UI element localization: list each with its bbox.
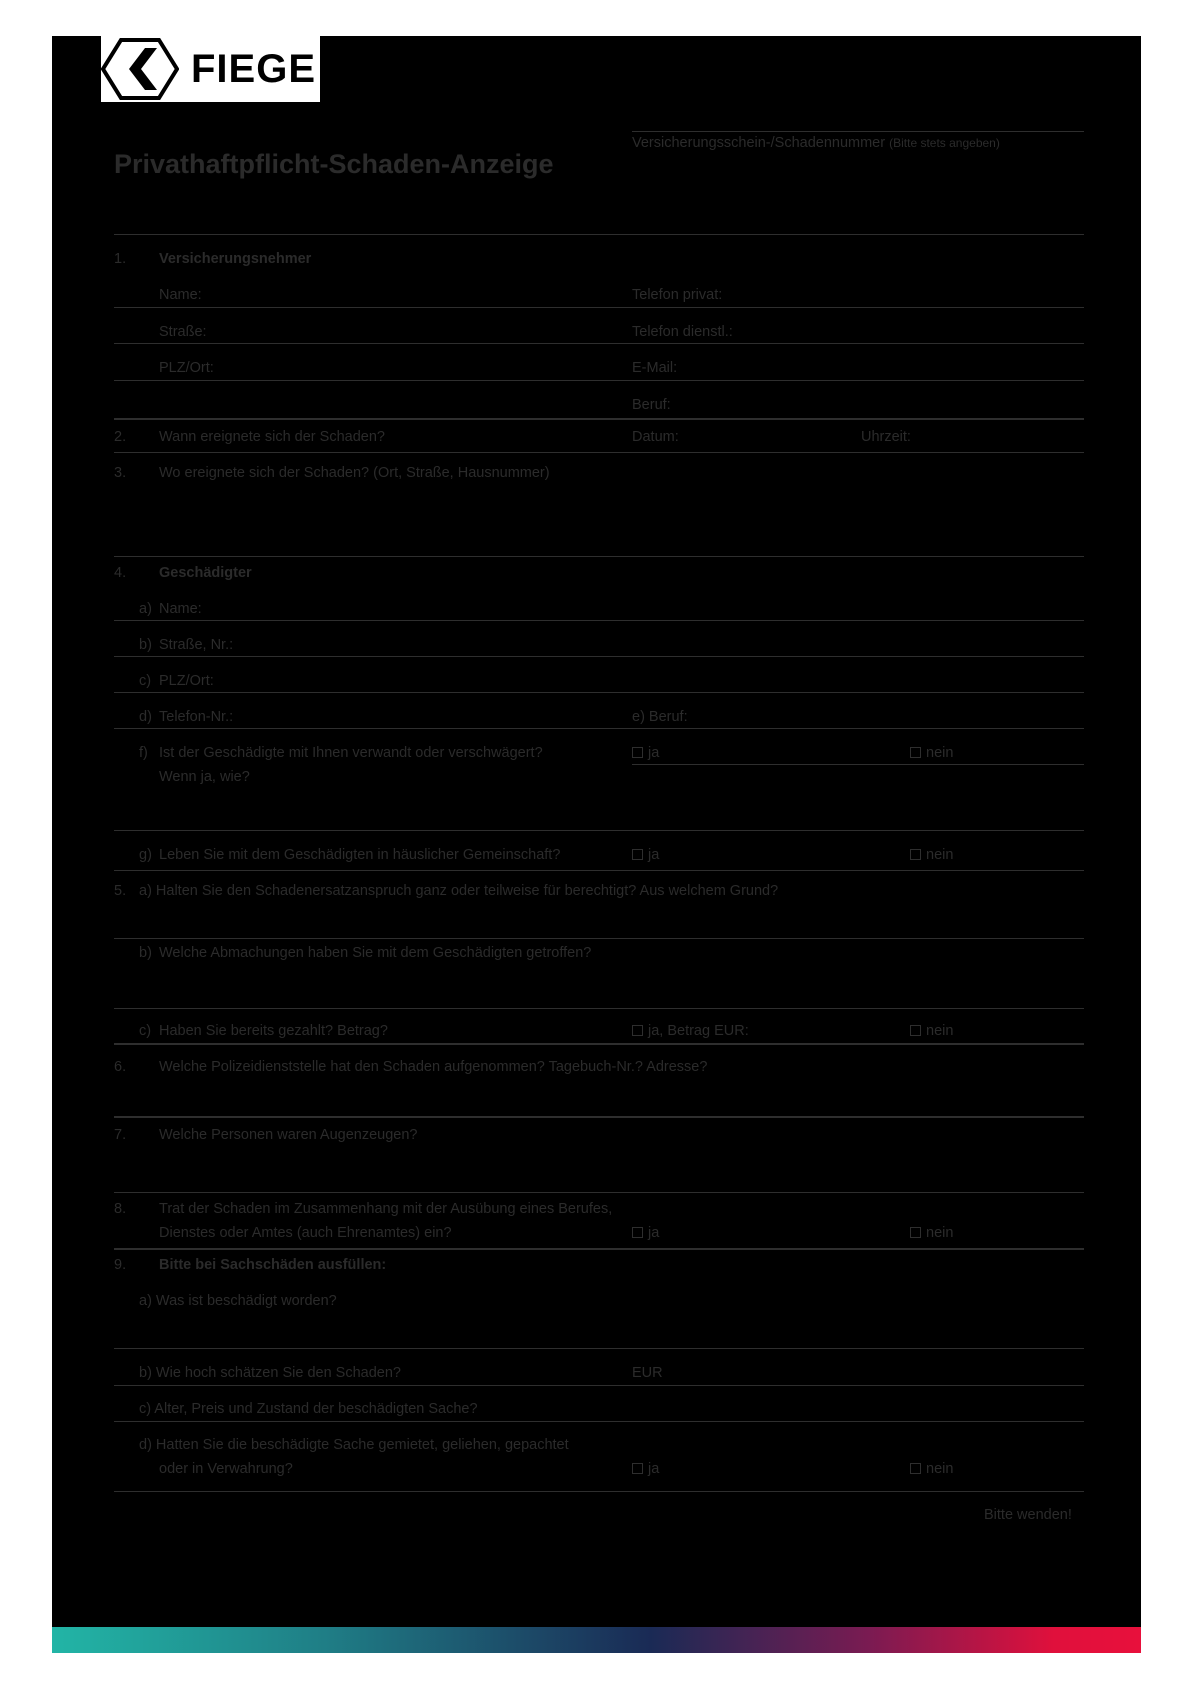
brand-gradient-bar (52, 1627, 1141, 1653)
field-phone-private[interactable]: Telefon privat: (632, 287, 723, 303)
field-line (114, 692, 1084, 693)
section-divider (114, 1043, 1084, 1045)
section-number: 1. (114, 251, 127, 267)
section-divider (114, 1491, 1084, 1492)
question-paid: Haben Sie bereits gezahlt? Betrag? (159, 1023, 388, 1039)
field-job[interactable]: Beruf: (632, 397, 671, 413)
item-letter: d) (139, 709, 152, 725)
field-line (114, 380, 1084, 381)
question-item-condition[interactable]: c) Alter, Preis und Zustand der beschädigten Sache? (139, 1401, 478, 1417)
option-label: nein (926, 847, 954, 863)
field-name[interactable]: Name: (159, 287, 202, 303)
checkbox-household-no[interactable] (910, 846, 953, 864)
checkbox-icon[interactable] (632, 747, 643, 758)
page-title: Privathaftpflicht-Schaden-Anzeige (114, 149, 554, 179)
checkbox-related-yes[interactable] (632, 744, 659, 762)
field-city[interactable]: PLZ/Ort: (159, 360, 214, 376)
option-label: ja (648, 847, 660, 863)
checkbox-icon[interactable] (910, 747, 921, 758)
checkbox-rented-yes[interactable] (632, 1460, 659, 1478)
question-where[interactable]: Wo ereignete sich der Schaden? (Ort, Straße, Hausnummer) (159, 465, 550, 481)
field-line (114, 1421, 1084, 1422)
field-damage-eur[interactable]: EUR (632, 1365, 663, 1381)
option-label: nein (926, 745, 954, 761)
field-line (114, 830, 1084, 831)
section-divider (114, 556, 1084, 557)
option-label: ja, Betrag EUR: (648, 1023, 749, 1039)
question-witnesses[interactable]: Welche Personen waren Augenzeugen? (159, 1127, 418, 1143)
item-letter: g) (139, 847, 152, 863)
section-divider (114, 1192, 1084, 1193)
field-injured-name[interactable]: Name: (159, 601, 202, 617)
field-injured-job[interactable]: e) Beruf: (632, 709, 688, 725)
option-label: ja (648, 1225, 660, 1241)
question-agreements[interactable]: Welche Abmachungen haben Sie mit dem Geschädigten getroffen? (159, 945, 592, 961)
question-damaged-item[interactable]: a) Was ist beschädigt worden? (139, 1293, 337, 1309)
checkbox-profession-no[interactable] (910, 1224, 953, 1242)
checkbox-icon[interactable] (910, 1463, 921, 1474)
option-label: ja (648, 745, 660, 761)
section-number: 3. (114, 465, 127, 481)
section-heading: Geschädigter (159, 565, 252, 581)
field-email[interactable]: E-Mail: (632, 360, 678, 376)
section-number: 2. (114, 429, 127, 445)
field-line (114, 1385, 1084, 1386)
question-profession-line1: Trat der Schaden im Zusammenhang mit der Ausübung eines Berufes, (159, 1201, 613, 1217)
field-injured-city[interactable]: PLZ/Ort: (159, 673, 214, 689)
chevron-hexagon-logo-icon (101, 36, 179, 102)
question-related: Ist der Geschädigte mit Ihnen verwandt oder verschwägert? (159, 745, 543, 761)
field-relation-how[interactable]: Wenn ja, wie? (159, 769, 250, 785)
field-line (114, 307, 1084, 308)
question-when: Wann ereignete sich der Schaden? (159, 429, 385, 445)
field-line (114, 938, 1084, 939)
policy-label-text: Versicherungsschein-/Schadennummer (632, 135, 886, 151)
section-heading: Versicherungsnehmer (159, 251, 312, 267)
field-line (632, 764, 1084, 765)
question-rented-line2: oder in Verwahrung? (159, 1461, 293, 1477)
section-divider (114, 1116, 1084, 1118)
turn-page-note: Bitte wenden! (984, 1507, 1072, 1523)
field-injured-phone[interactable]: Telefon-Nr.: (159, 709, 234, 725)
item-letter: c) (139, 673, 152, 689)
policy-number-line (632, 131, 1084, 132)
option-label: nein (926, 1225, 954, 1241)
field-line (114, 620, 1084, 621)
checkbox-icon[interactable] (910, 1025, 921, 1036)
section-heading: Bitte bei Sachschäden ausfüllen: (159, 1257, 387, 1273)
divider (114, 234, 1084, 235)
section-number: 8. (114, 1201, 127, 1217)
item-letter: b) (139, 637, 152, 653)
question-household: Leben Sie mit dem Geschädigten in häuslicher Gemeinschaft? (159, 847, 561, 863)
question-rented-line1: d) Hatten Sie die beschädigte Sache gemietet, geliehen, gepachtet (139, 1437, 569, 1453)
checkbox-paid-no[interactable] (910, 1022, 953, 1040)
section-divider (114, 418, 1084, 420)
checkbox-icon[interactable] (910, 849, 921, 860)
field-line (114, 656, 1084, 657)
section-divider (114, 1248, 1084, 1250)
field-line (114, 343, 1084, 344)
checkbox-profession-yes[interactable] (632, 1224, 659, 1242)
section-number: 9. (114, 1257, 127, 1273)
checkbox-paid-yes[interactable] (632, 1022, 749, 1040)
section-divider (114, 870, 1084, 871)
question-claim-justified[interactable]: a) Halten Sie den Schadenersatzanspruch ganz oder teilweise für berechtigt? Aus welchem Grund? (139, 883, 779, 899)
question-police[interactable]: Welche Polizeidienststelle hat den Schaden aufgenommen? Tagebuch-Nr.? Adresse? (159, 1059, 708, 1075)
checkbox-related-no[interactable] (910, 744, 953, 762)
section-divider (114, 452, 1084, 453)
section-number: 5. (114, 883, 127, 899)
field-line (114, 728, 1084, 729)
checkbox-household-yes[interactable] (632, 846, 659, 864)
checkbox-icon[interactable] (632, 849, 643, 860)
logo (101, 36, 320, 102)
field-date[interactable]: Datum: (632, 429, 679, 445)
option-label: ja (648, 1461, 660, 1477)
item-letter: f) (139, 745, 148, 761)
field-street[interactable]: Straße: (159, 324, 207, 340)
policy-number-label (632, 134, 1000, 152)
section-number: 7. (114, 1127, 127, 1143)
field-phone-office[interactable]: Telefon dienstl.: (632, 324, 733, 340)
checkbox-icon[interactable] (632, 1025, 643, 1036)
checkbox-icon[interactable] (632, 1227, 643, 1238)
question-damage-amount: b) Wie hoch schätzen Sie den Schaden? (139, 1365, 401, 1381)
item-letter: b) (139, 945, 152, 961)
field-injured-street[interactable]: Straße, Nr.: (159, 637, 234, 653)
brand-wordmark: FIEGE (191, 47, 317, 91)
checkbox-icon[interactable] (632, 1463, 643, 1474)
option-label: nein (926, 1461, 954, 1477)
section-number: 6. (114, 1059, 127, 1075)
checkbox-rented-no[interactable] (910, 1460, 953, 1478)
option-label: nein (926, 1023, 954, 1039)
field-line (114, 1348, 1084, 1349)
field-line (114, 1008, 1084, 1009)
item-letter: c) (139, 1023, 152, 1039)
item-letter: a) (139, 601, 152, 617)
checkbox-icon[interactable] (910, 1227, 921, 1238)
policy-hint-text: (Bitte stets angeben) (889, 136, 1000, 150)
field-time[interactable]: Uhrzeit: (861, 429, 911, 445)
section-number: 4. (114, 565, 127, 581)
question-profession-line2: Dienstes oder Amtes (auch Ehrenamtes) ein? (159, 1225, 452, 1241)
